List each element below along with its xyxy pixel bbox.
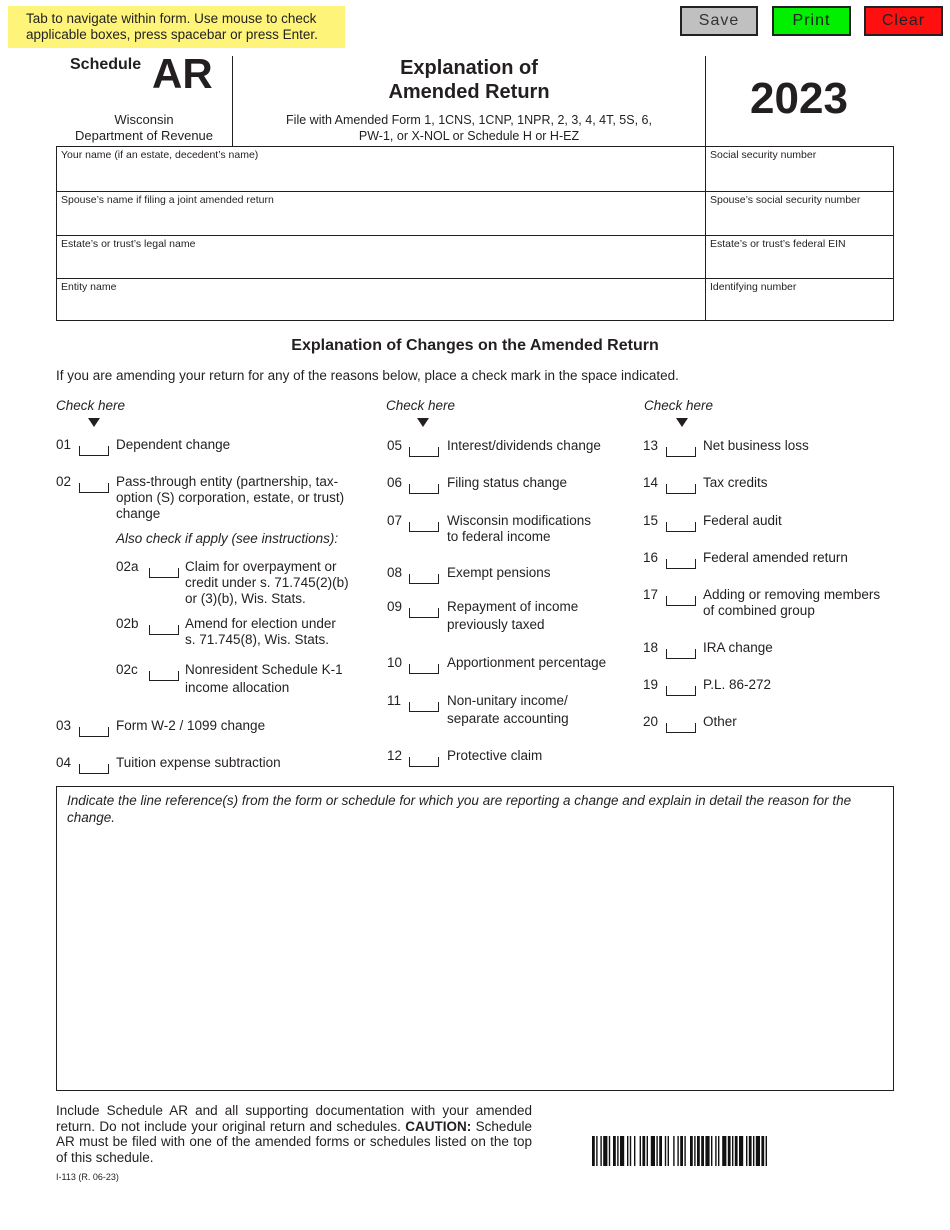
- checkbox-16[interactable]: [666, 559, 696, 569]
- tax-year: 2023: [750, 74, 848, 123]
- ssn-label: Social security number: [710, 149, 817, 161]
- entity-name-cell: [57, 278, 705, 320]
- change-label: [116, 474, 366, 522]
- line-number: 05: [387, 438, 403, 453]
- ssn-cell: [705, 147, 893, 191]
- navigation-hint: Tab to navigate within form. Use mouse to check applicable boxes, press spacebar or press Enter.: [8, 6, 345, 48]
- change-label-line: Pass-through entity (partnership, tax-: [116, 474, 339, 489]
- line-number: 03: [56, 718, 72, 733]
- footer-text-before: Include Schedule AR and all supporting documentation with your amended return. Do not include your original return and schedules.: [56, 1103, 532, 1134]
- explanation-box: [56, 786, 894, 1091]
- change-label: Protective claim: [447, 748, 543, 763]
- change-label-line: Claim for overpayment or: [185, 559, 337, 574]
- line-number: 04: [56, 755, 72, 770]
- changes-intro: If you are amending your return for any of the reasons below, place a check mark in the space indicated.: [56, 368, 679, 383]
- spouse-ssn-cell: [705, 191, 893, 235]
- form-title: [233, 56, 705, 104]
- checkbox-18[interactable]: [666, 649, 696, 659]
- checkbox-19[interactable]: [666, 686, 696, 696]
- line-number: 20: [643, 714, 659, 729]
- department-name: Department of Revenue: [74, 128, 214, 143]
- change-label: Federal audit: [703, 513, 782, 528]
- entity-name-label: Entity name: [61, 281, 117, 293]
- change-label-line: income allocation: [185, 680, 290, 695]
- your-name-cell: [57, 147, 705, 191]
- checkbox-11[interactable]: [409, 702, 439, 712]
- line-number: 18: [643, 640, 659, 655]
- change-label: Interest/dividends change: [447, 438, 601, 453]
- line-number: 11: [387, 693, 402, 708]
- checkbox-14[interactable]: [666, 484, 696, 494]
- form-number: I-113 (R. 06-23): [56, 1172, 119, 1182]
- title-line-2: Amended Return: [388, 81, 550, 103]
- estate-ein-field[interactable]: [710, 260, 886, 274]
- your-name-field[interactable]: [61, 171, 679, 185]
- file-with-line-1: File with Amended Form 1, 1CNS, 1CNP, 1NPR, 2, 3, 4, 4T, 5S, 6,: [286, 113, 652, 127]
- estate-name-cell: [57, 235, 705, 278]
- checkbox-02b[interactable]: [149, 625, 179, 635]
- change-label: Dependent change: [116, 437, 231, 452]
- change-label: [185, 559, 349, 607]
- checkbox-06[interactable]: [409, 484, 439, 494]
- checkbox-03[interactable]: [79, 727, 109, 737]
- checkbox-08[interactable]: [409, 574, 439, 584]
- estate-name-field[interactable]: [61, 260, 679, 274]
- spouse-name-cell: [57, 191, 705, 235]
- explanation-prompt: Indicate the line reference(s) from the form or schedule for which you are reporting a change and explain in detail the reason for the change.: [67, 793, 852, 825]
- change-label-line: Repayment of income: [447, 599, 579, 614]
- barcode-icon: [592, 1136, 890, 1166]
- line-number: 17: [643, 587, 659, 602]
- identifying-number-label: Identifying number: [710, 281, 797, 293]
- changes-heading: Explanation of Changes on the Amended Return: [291, 337, 659, 354]
- checkbox-10[interactable]: [409, 664, 439, 674]
- file-with-line-2: PW-1, or X-NOL or Schedule H or H-EZ: [358, 129, 580, 143]
- change-label: Exempt pensions: [447, 565, 551, 580]
- file-with-note: [233, 112, 705, 144]
- change-label: Tuition expense subtraction: [116, 755, 281, 770]
- line-number: 02b: [116, 616, 139, 631]
- change-label: [185, 661, 343, 697]
- change-label: P.L. 86-272: [703, 677, 772, 692]
- checkbox-07[interactable]: [409, 522, 439, 532]
- checkbox-15[interactable]: [666, 522, 696, 532]
- line-number: 07: [387, 513, 403, 528]
- check-here-label: Check here: [56, 398, 126, 413]
- change-label-line: Adding or removing members: [703, 587, 881, 602]
- change-label: Filing status change: [447, 475, 568, 490]
- checkbox-09[interactable]: [409, 608, 439, 618]
- line-number: 19: [643, 677, 659, 692]
- agency: [56, 112, 232, 144]
- change-label-line: separate accounting: [447, 711, 569, 726]
- change-label: [703, 587, 880, 619]
- change-label: Tax credits: [703, 475, 768, 490]
- checkbox-05[interactable]: [409, 447, 439, 457]
- change-label-line: change: [116, 506, 161, 521]
- line-number: 02a: [116, 559, 139, 574]
- estate-ein-cell: [705, 235, 893, 278]
- change-label-line: credit under s. 71.745(2)(b): [185, 575, 349, 590]
- footer-note: [56, 1103, 532, 1165]
- change-label: IRA change: [703, 640, 773, 655]
- checkbox-20[interactable]: [666, 723, 696, 733]
- change-label: Form W-2 / 1099 change: [116, 718, 266, 733]
- checkbox-02[interactable]: [79, 483, 109, 493]
- print-button[interactable]: Print: [772, 6, 851, 36]
- footer-caution: CAUTION:: [405, 1118, 472, 1134]
- change-label: Apportionment percentage: [447, 655, 607, 670]
- change-label-line: Non-unitary income/: [447, 693, 568, 708]
- also-check-note: Also check if apply (see instructions):: [116, 531, 339, 546]
- line-number: 10: [387, 655, 403, 670]
- checkbox-12[interactable]: [409, 757, 439, 767]
- identifying-number-cell: [705, 278, 893, 320]
- line-number: 02: [56, 474, 72, 489]
- explanation-textarea[interactable]: [65, 831, 885, 1085]
- change-label-line: Wisconsin modifications: [447, 513, 592, 528]
- change-label-line: to federal income: [447, 529, 551, 544]
- change-label: Other: [703, 714, 737, 729]
- checkbox-04[interactable]: [79, 764, 109, 774]
- change-label-line: previously taxed: [447, 617, 545, 632]
- change-label-line: Amend for election under: [185, 616, 336, 631]
- change-label: [185, 616, 336, 648]
- line-number: 12: [387, 748, 403, 763]
- schedule-word: Schedule: [70, 56, 142, 73]
- line-number: 02c: [116, 662, 138, 677]
- clear-button[interactable]: Clear: [864, 6, 943, 36]
- change-label-line: Nonresident Schedule K-1: [185, 662, 343, 677]
- spouse-ssn-field[interactable]: [710, 216, 886, 230]
- change-label: [447, 598, 578, 634]
- entity-name-field[interactable]: [61, 303, 679, 317]
- checkbox-02c[interactable]: [149, 671, 179, 681]
- ssn-field[interactable]: [710, 171, 886, 185]
- down-arrow-icon: [88, 418, 100, 427]
- down-arrow-icon: [676, 418, 688, 427]
- checkbox-01[interactable]: [79, 446, 109, 456]
- line-number: 09: [387, 599, 403, 614]
- footer-text-after: Schedule AR must be filed with one of the amended forms or schedules listed on the top of this schedule.: [56, 1118, 532, 1165]
- check-here-label: Check here: [386, 398, 456, 413]
- your-name-label: Your name (if an estate, decedent’s name): [61, 149, 259, 161]
- line-number: 16: [643, 550, 659, 565]
- line-number: 08: [387, 565, 403, 580]
- change-label: [447, 692, 569, 728]
- estate-ein-label: Estate’s or trust’s federal EIN: [710, 238, 846, 250]
- line-number: 14: [643, 475, 659, 490]
- spouse-name-field[interactable]: [61, 216, 679, 230]
- line-number: 06: [387, 475, 403, 490]
- change-label: Net business loss: [703, 438, 809, 453]
- identifying-number-field[interactable]: [710, 303, 886, 317]
- state-name: Wisconsin: [114, 112, 174, 127]
- change-label-line: or (3)(b), Wis. Stats.: [185, 591, 306, 606]
- down-arrow-icon: [417, 418, 429, 427]
- spouse-name-label: Spouse’s name if filing a joint amended return: [61, 194, 274, 206]
- change-label: Federal amended return: [703, 550, 848, 565]
- change-label-line: option (S) corporation, estate, or trust): [116, 490, 345, 505]
- check-here-label: Check here: [644, 398, 714, 413]
- line-number: 15: [643, 513, 659, 528]
- line-number: 01: [56, 437, 72, 452]
- title-line-1: Explanation of: [400, 57, 538, 79]
- checkbox-13[interactable]: [666, 447, 696, 457]
- checkbox-17[interactable]: [666, 596, 696, 606]
- save-button[interactable]: Save: [680, 6, 758, 36]
- line-number: 13: [643, 438, 659, 453]
- schedule-code: AR: [152, 50, 213, 97]
- checkbox-02a[interactable]: [149, 568, 179, 578]
- change-label-line: of combined group: [703, 603, 815, 618]
- spouse-ssn-label: Spouse’s social security number: [710, 194, 861, 206]
- identity-section: [56, 146, 894, 321]
- change-label: [447, 513, 591, 545]
- estate-name-label: Estate’s or trust’s legal name: [61, 238, 196, 250]
- change-label-line: s. 71.745(8), Wis. Stats.: [185, 632, 330, 647]
